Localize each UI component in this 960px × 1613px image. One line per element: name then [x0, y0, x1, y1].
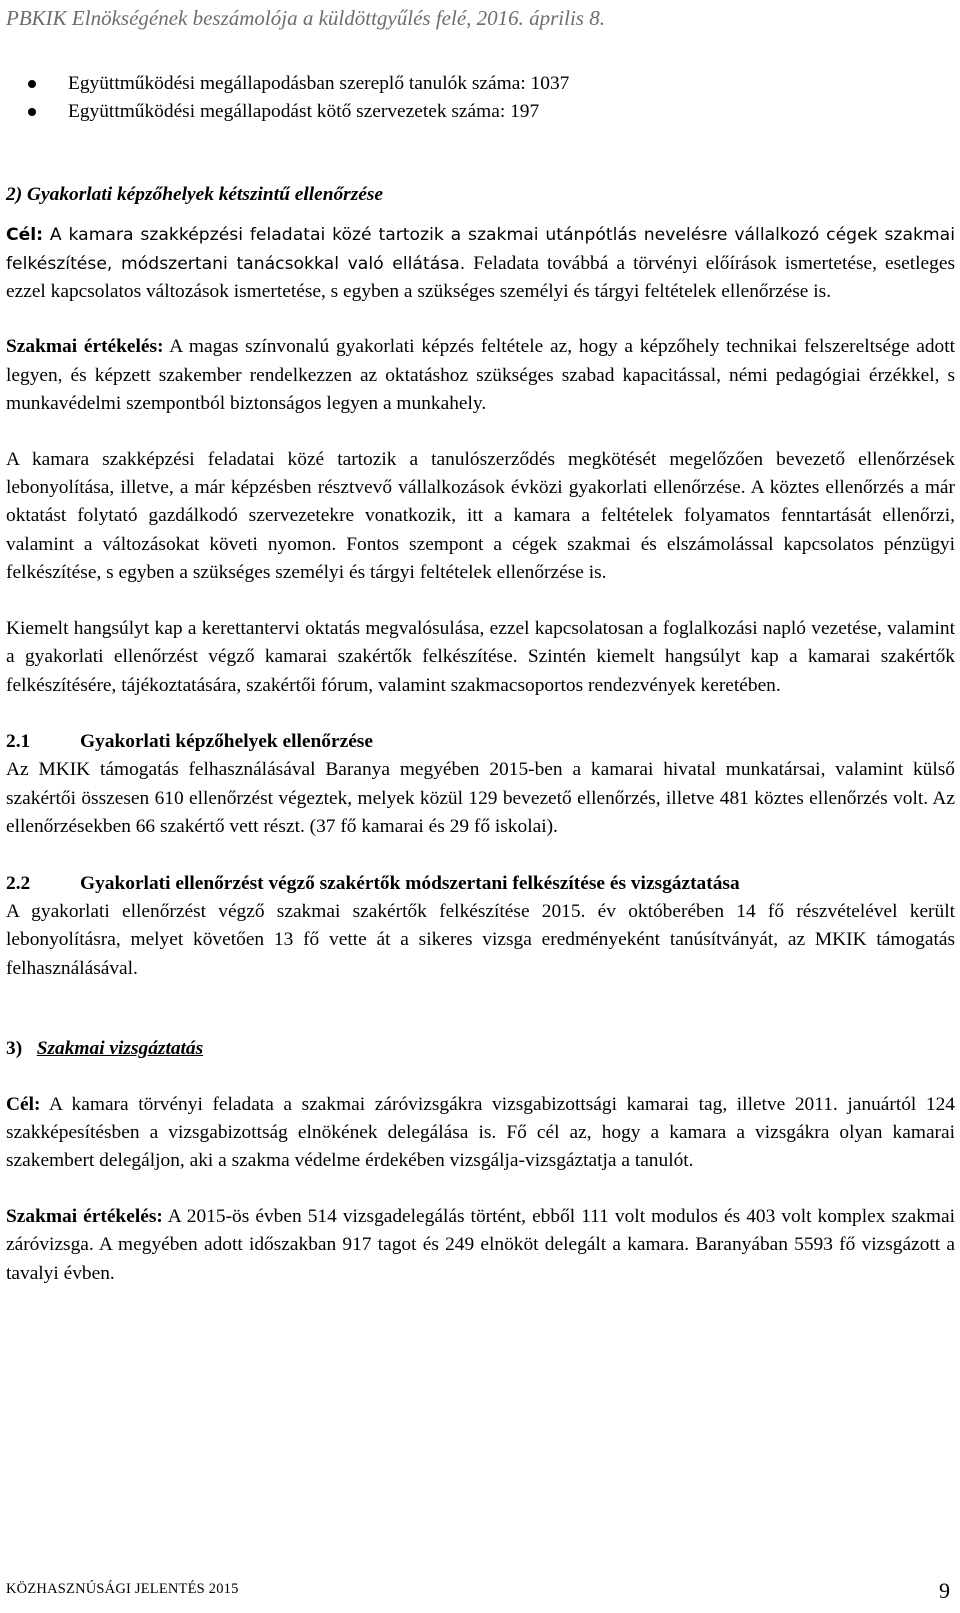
bullet-icon — [28, 108, 36, 116]
goal-text: A kamara törvényi feladata a szakmai záróvizsgákra vizsgabizottsági kamarai tag, illetve 2011. januártól 124 szakképesítésben a vizsgabizottság elnökének delegálása is. Fő cél az, hogy a kamara a vizsgákra olyan kamarai szakembert delegáljon, aki a szakma védelme érdekében vizsgálja-vizsgáztatja a tanulót. — [6, 1093, 955, 1172]
goal-label: Cél: — [6, 225, 44, 246]
subsection-2-1-heading — [6, 728, 955, 756]
list-item: Együttműködési megállapodást kötő szervezetek száma: 197 — [6, 98, 955, 126]
evaluation-label: Szakmai értékelés: — [6, 336, 164, 358]
section-2-paragraph-4: Kiemelt hangsúlyt kap a kerettantervi oktatás megvalósulása, ezzel kapcsolatosan a foglalkozási napló vezetése, valamint a gyakorlati ellenőrzést végző kamarai szakértők felkészítése. Szintén kiemelt hangsúlyt kap a kamarai szakértők felkészítésére, tájékoztatására, szakértői fórum, valamint szakmacsoportos rendezvények keretében. — [6, 617, 955, 696]
running-header: PBKIK Elnökségének beszámolója a küldöttgyűlés felé, 2016. április 8. — [6, 6, 605, 30]
evaluation-text: A 2015-ös évben 514 vizsgadelegálás történt, ebből 111 volt modulos és 403 volt komplex szakmai záróvizsga. A megyében adott időszakban 917 tagot és 249 elnököt delegált a kamara. Baranyában 5593 fő vizsgázott a tavalyi évben. — [6, 1205, 955, 1284]
section-title: Gyakorlati képzőhelyek kétszintű ellenőrzése — [27, 183, 384, 205]
section-3-goal — [6, 1091, 955, 1176]
subsection-title: Gyakorlati ellenőrzést végző szakértők módszertani felkészítése és vizsgáztatása — [80, 872, 740, 894]
section-number: 2) — [6, 183, 23, 205]
section-3-evaluation — [6, 1203, 955, 1288]
goal-text-sans: A kamara szakképzési feladatai közé tartozik a szakmai utánpótlás nevelésre vállalkozó cégek szakmai felkészítése, módszertani tanácsokkal való ellátása. — [6, 225, 955, 274]
section-title: Szakmai vizsgáztatás — [36, 1038, 204, 1060]
page-number: 9 — [939, 1578, 950, 1603]
subsection-number: 2.1 — [6, 730, 31, 752]
evaluation-label: Szakmai értékelés: — [6, 1205, 163, 1227]
subsection-title: Gyakorlati képzőhelyek ellenőrzése — [80, 730, 373, 752]
evaluation-text: A magas színvonalú gyakorlati képzés feltétele az, hogy a képzőhely technikai felszereltsége adott legyen, és képzett szakember rendelkezzen az oktatáshoz szükséges szabad kapacitással, némi pedagógiai érzékkel, s munkavédelmi szempontból biztonságos legyen a munkahely. — [6, 336, 955, 415]
page-content — [6, 70, 955, 1288]
subsection-number: 2.2 — [6, 872, 31, 894]
section-2-goal — [6, 221, 955, 306]
section-2-heading — [6, 181, 955, 209]
list-item: Együttműködési megállapodásban szereplő tanulók száma: 1037 — [6, 70, 955, 98]
section-2-evaluation — [6, 333, 955, 418]
bullet-icon — [28, 80, 36, 88]
subsection-2-2-heading — [6, 870, 955, 898]
bullet-list — [6, 70, 955, 127]
subsection-2-1-text: Az MKIK támogatás felhasználásával Baranya megyében 2015-ben a kamarai hivatal munkatársai, valamint külső szakértői összesen 610 ellenőrzést végeztek, melyek közül 129 bevezető ellenőrzés, illetve 481 köztes ellenőrzés volt. Az ellenőrzésekben 66 szakértő vett részt. (37 fő kamarai és 29 fő iskolai). — [6, 759, 955, 838]
goal-label: Cél: — [6, 1093, 41, 1115]
subsection-2-2-text: A gyakorlati ellenőrzést végző szakmai szakértők felkészítése 2015. év októberében 14 fő részvételével került lebonyolításra, melyet követően 13 fő vette át a sikeres vizsga eredményeként tanúsítványát, az MKIK támogatás felhasználásával. — [6, 900, 955, 979]
goal-text: Feladata továbbá a törvényi előírások ismertetése, esetleges ezzel kapcsolatos változások ismertetése, s egyben a szükséges személyi és tárgyi feltételek ellenőrzése is. — [6, 252, 955, 303]
section-2-paragraph-3: A kamara szakképzési feladatai közé tartozik a tanulószerződés megkötését megelőzően bevezető ellenőrzések lebonyolítása, illetve, a már képzésben résztvevő vállalkozások évközi gyakorlati ellenőrzése. A köztes ellenőrzés a már oktatást folytató gazdálkodó szervezetekre vonatkozik, itt a kamara a feltételek folyamatos fenntartását ellenőrzi, valamint a változásokat követi nyomon. Fontos szempont a cégek szakmai és elszámolással kapcsolatos pénzügyi felkészítése, s egyben a szükséges személyi és tárgyi feltételek ellenőrzése is. — [6, 448, 955, 584]
section-3-heading — [6, 1035, 955, 1063]
section-number: 3) — [6, 1038, 23, 1060]
footer-report-title: KÖZHASZNÚSÁGI JELENTÉS 2015 — [6, 1581, 239, 1597]
